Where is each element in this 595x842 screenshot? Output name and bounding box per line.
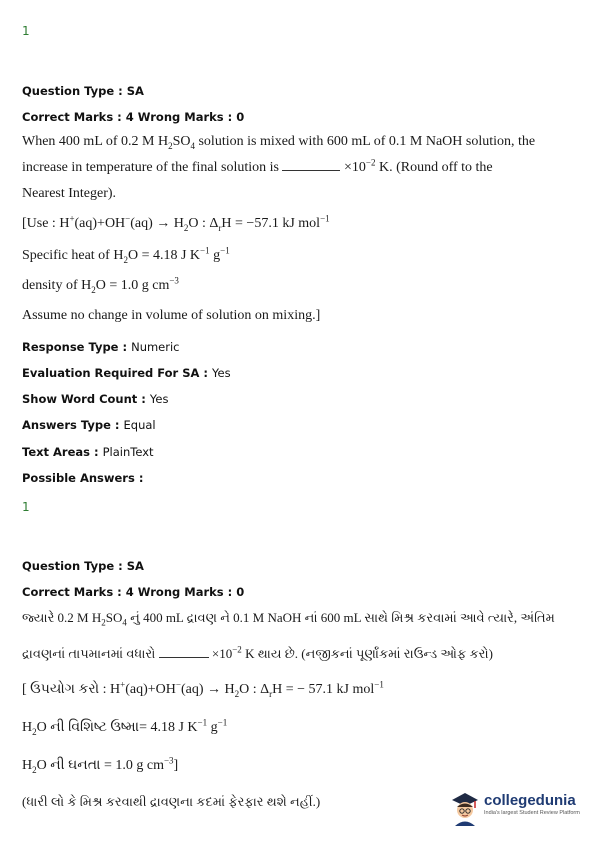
specific-heat-data-2: $H_2O$ ની વિશિષ્ટ ઉષ્મા= 4.18 J $K^{-1}$ $g^{-1}$ bbox=[22, 717, 228, 737]
possible-answer-value: 1 bbox=[22, 500, 30, 514]
density-data-2: $H_2O$ ની ઘનતા = 1.0 g $cm^{-3}$] bbox=[22, 755, 179, 775]
evaluation-required: Evaluation Required For SA : Yes bbox=[22, 366, 231, 380]
reaction-data-2: [ ઉપયોગ કરો : $H^+(aq)+OH^-(aq) \to H_2O$ : $\Delta_rH$ = − 57.1 kJ mol$^{-1}$ bbox=[22, 679, 384, 699]
logo-tagline: India's largest Student Review Platform bbox=[484, 810, 580, 816]
question-type: Question Type : SA bbox=[22, 84, 144, 98]
question-2-text-line-2: દ્રાવણનાં તાપમાનમાં વધારો $\times 10^{-2}$ K થાય છે. (નજીકનાં પૂર્ણાંકમાં રાઉન્ડ ઓફ કરો) bbox=[22, 644, 493, 661]
density-data: density of $H_2O = 1.0$ g $cm^{-3}$ bbox=[22, 275, 179, 295]
marks-info: Correct Marks : 4 Wrong Marks : 0 bbox=[22, 110, 245, 124]
text-areas: Text Areas : PlainText bbox=[22, 445, 154, 459]
question-2-text-line-1: જ્યારે 0.2 M $H_2SO_4$ નું 400 mL દ્રાવણ ને 0.1 M NaOH નાં 600 mL સાથે મિશ્ર કરવામાં આવે ત્યારે, અંતિમ bbox=[22, 610, 555, 628]
question-text-line-3: Nearest Integer). bbox=[22, 186, 117, 201]
answers-type: Answers Type : Equal bbox=[22, 418, 156, 432]
logo-wordmark: collegedunia bbox=[484, 792, 576, 809]
question-number: 1 bbox=[22, 24, 30, 38]
question-type-2: Question Type : SA bbox=[22, 559, 144, 573]
mascot-icon bbox=[448, 788, 482, 828]
specific-heat-data: Specific heat of $H_2O = 4.18$ J $K^{-1}$ $g^{-1}$ bbox=[22, 245, 230, 265]
collegedunia-logo bbox=[448, 788, 588, 828]
marks-info-2: Correct Marks : 4 Wrong Marks : 0 bbox=[22, 585, 245, 599]
show-word-count: Show Word Count : Yes bbox=[22, 392, 169, 406]
assumption-text: Assume no change in volume of solution on mixing.] bbox=[22, 308, 321, 323]
assumption-text-2: (ધારી લો કે મિશ્ર કરવાથી દ્રાવણના કદમાં ફેરફાર થશે નહીં.) bbox=[22, 794, 321, 809]
question-text-line-1: When 400 mL of 0.2 M $H_2SO_4$ solution is mixed with 600 mL of 0.1 M NaOH solution, the bbox=[22, 134, 536, 151]
answer-blank-2 bbox=[159, 656, 209, 658]
reaction-data: [Use : $H^+(aq)+OH^-(aq) \to H_2O$ : $\Delta_rH = -57.1$ kJ mol$^{-1}$ bbox=[22, 213, 330, 233]
response-type: Response Type : Numeric bbox=[22, 340, 180, 354]
possible-answers-label: Possible Answers : bbox=[22, 471, 144, 485]
answer-blank bbox=[282, 169, 340, 171]
question-text-line-2: increase in temperature of the final solution is $\times 10^{-2}$ K. (Round off to the bbox=[22, 157, 493, 175]
